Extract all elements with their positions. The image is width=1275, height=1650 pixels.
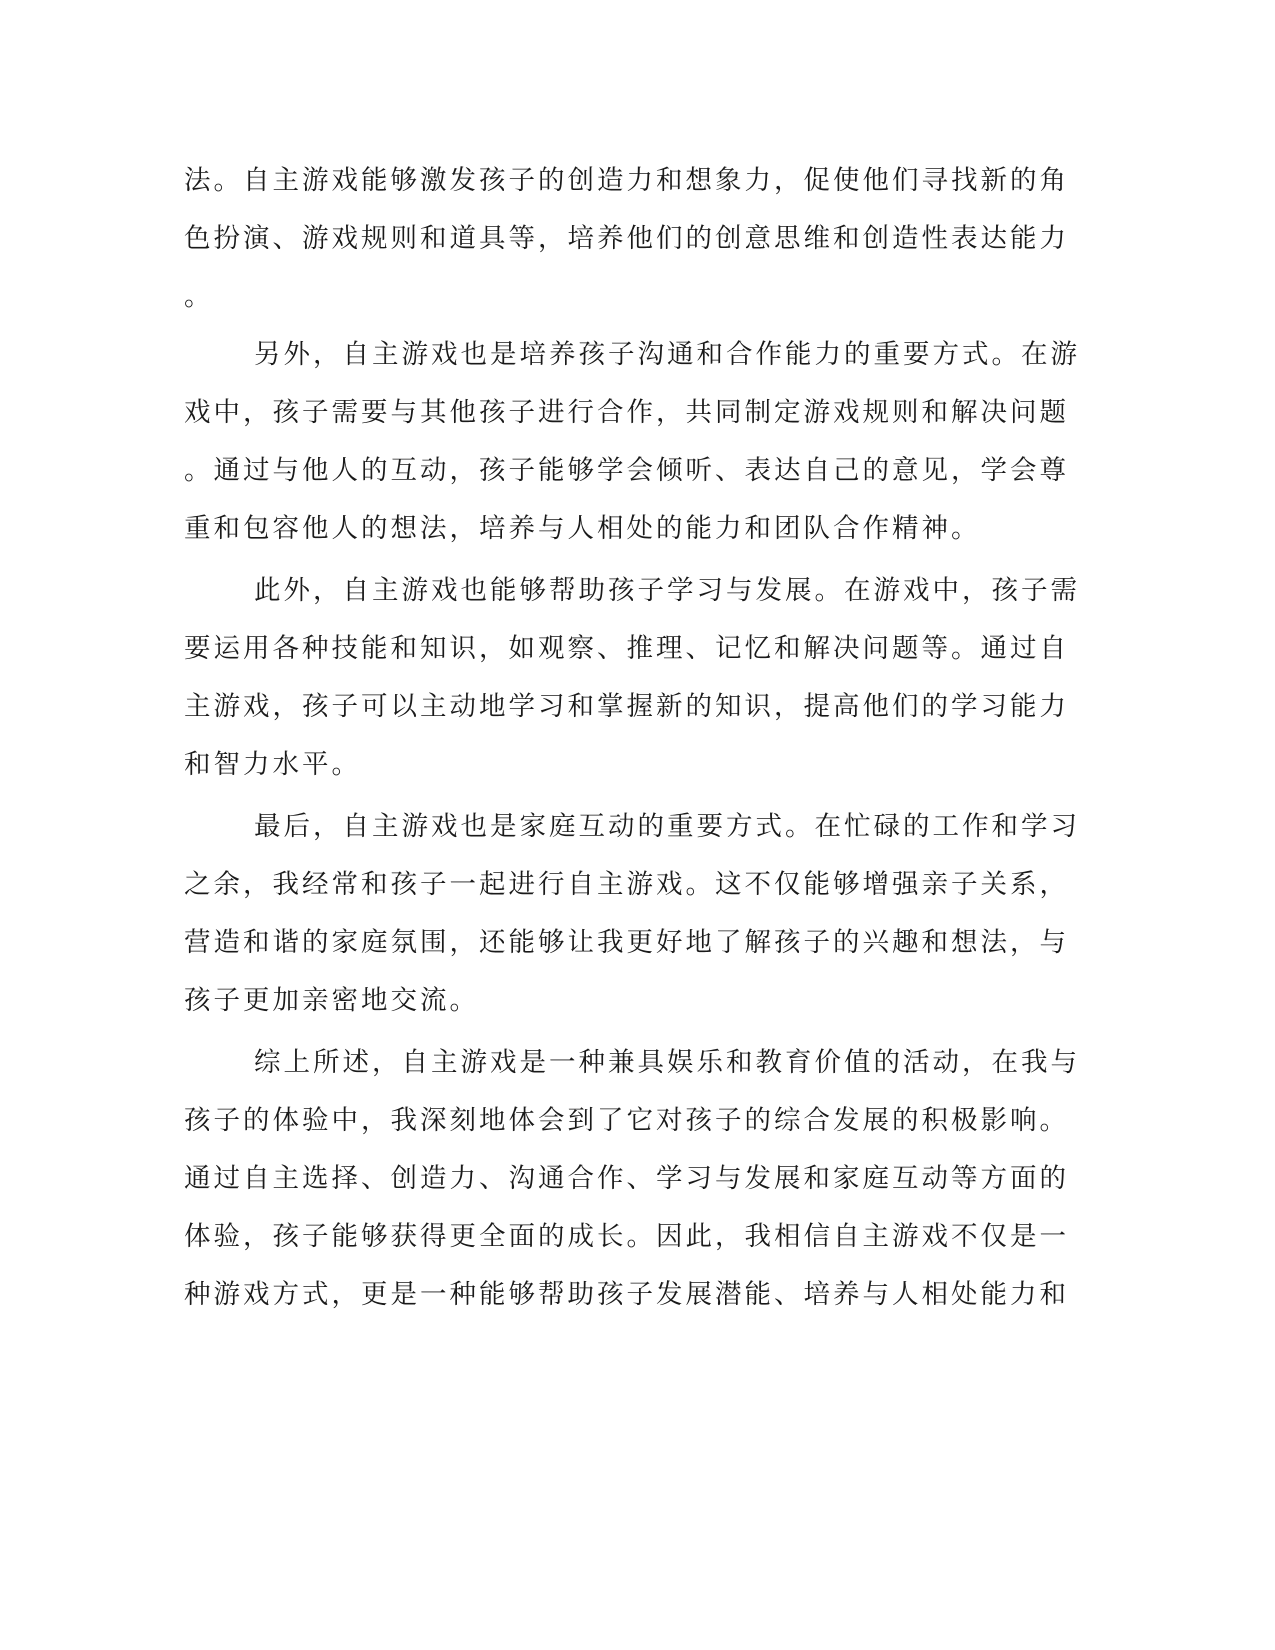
text-line: 。通过与他人的互动，孩子能够学会倾听、表达自己的意见，学会尊 [184, 455, 1069, 486]
text-line: 体验，孩子能够获得更全面的成长。因此，我相信自主游戏不仅是一 [184, 1221, 1069, 1252]
text-line: 法。自主游戏能够激发孩子的创造力和想象力，促使他们寻找新的角 [184, 165, 1069, 196]
text-line: 重和包容他人的想法，培养与人相处的能力和团队合作精神。 [184, 513, 981, 544]
text-line: 和智力水平。 [184, 749, 361, 780]
paragraph-first-line: 此外，自主游戏也能够帮助孩子学习与发展。在游戏中，孩子需 [254, 575, 1080, 606]
text-line: 通过自主选择、创造力、沟通合作、学习与发展和家庭互动等方面的 [184, 1163, 1069, 1194]
text-line: 孩子的体验中，我深刻地体会到了它对孩子的综合发展的积极影响。 [184, 1105, 1069, 1136]
text-line: 孩子更加亲密地交流。 [184, 985, 479, 1016]
text-line: 色扮演、游戏规则和道具等，培养他们的创意思维和创造性表达能力 [184, 223, 1069, 254]
text-line: 戏中，孩子需要与其他孩子进行合作，共同制定游戏规则和解决问题 [184, 397, 1069, 428]
paragraph-first-line: 另外，自主游戏也是培养孩子沟通和合作能力的重要方式。在游 [254, 339, 1080, 370]
paragraph-first-line: 最后，自主游戏也是家庭互动的重要方式。在忙碌的工作和学习 [254, 811, 1080, 842]
text-line: 主游戏，孩子可以主动地学习和掌握新的知识，提高他们的学习能力 [184, 691, 1069, 722]
text-line: 。 [184, 281, 214, 312]
text-line: 营造和谐的家庭氛围，还能够让我更好地了解孩子的兴趣和想法，与 [184, 927, 1069, 958]
paragraph-first-line: 综上所述，自主游戏是一种兼具娱乐和教育价值的活动，在我与 [254, 1047, 1080, 1078]
text-line: 要运用各种技能和知识，如观察、推理、记忆和解决问题等。通过自 [184, 633, 1069, 664]
text-line: 之余，我经常和孩子一起进行自主游戏。这不仅能够增强亲子关系， [184, 869, 1069, 900]
text-line: 种游戏方式，更是一种能够帮助孩子发展潜能、培养与人相处能力和 [184, 1279, 1069, 1310]
